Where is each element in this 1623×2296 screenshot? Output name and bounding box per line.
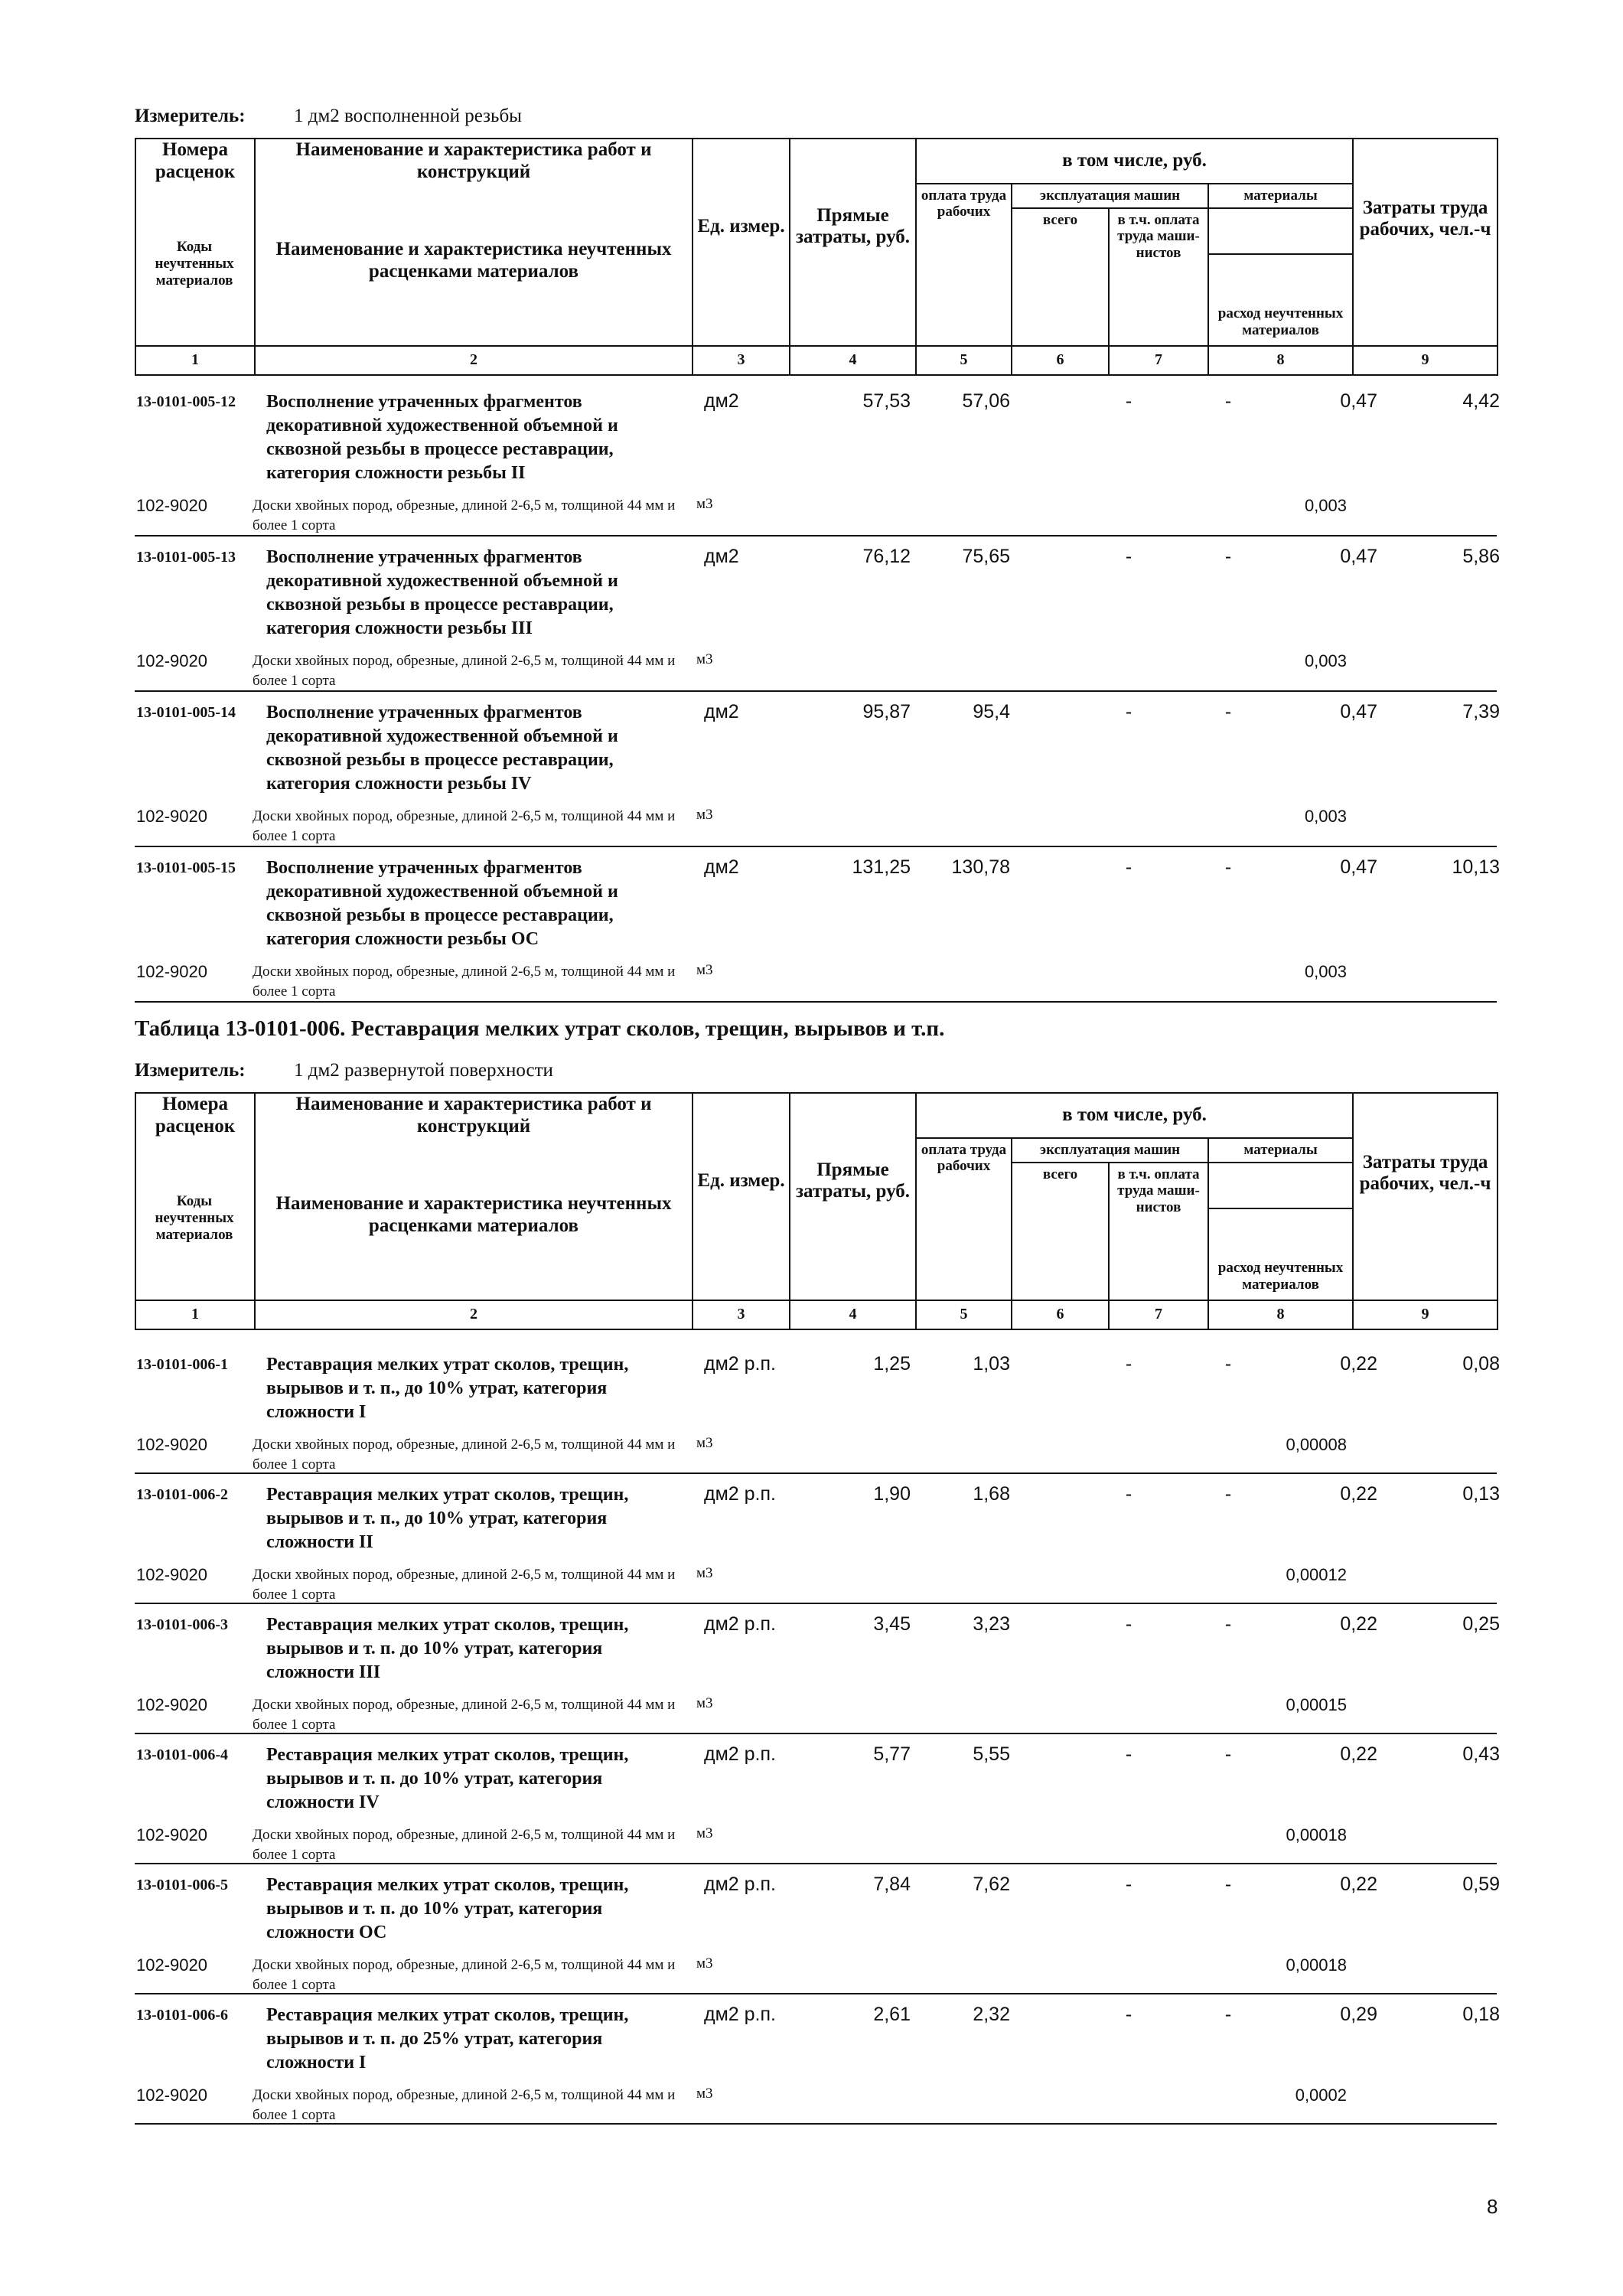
position-labor: 2,32 (973, 2004, 1010, 2025)
position-mach-labor: - (1224, 1483, 1232, 1505)
material-code: 102-9020 (136, 1565, 207, 1584)
position-mach: - (1125, 1353, 1133, 1375)
position-direct: 95,87 (862, 701, 911, 722)
position-direct: 1,90 (873, 1483, 911, 1505)
position-hours: 7,39 (1462, 701, 1500, 722)
position-mach-labor: - (1224, 1743, 1232, 1765)
col-pryamye: Прямые затраты, руб. (790, 1093, 916, 1300)
position-name: Реставрация мелких утрат сколов, трещин, вырывов и т. п. до 10% утрат, категория сложности IV (266, 1745, 629, 1812)
position-direct: 76,12 (862, 546, 911, 567)
material-code: 102-9020 (136, 496, 207, 515)
position-unit: дм2 (704, 856, 739, 878)
position-mat: 0,29 (1340, 2004, 1377, 2025)
position-name: Реставрация мелких утрат сколов, трещин, вырывов и т. п. до 10% утрат, категория сложности ОС (266, 1875, 629, 1942)
measure-label: Измеритель: (135, 106, 246, 126)
position-unit: дм2 р.п. (704, 1613, 776, 1635)
position-mat: 0,22 (1340, 1743, 1377, 1765)
position-hours: 0,13 (1462, 1483, 1500, 1505)
col-oplata: оплата труда рабочих (916, 1138, 1012, 1300)
position-labor: 130,78 (951, 856, 1010, 878)
col-num: 6 (1012, 346, 1109, 375)
col-vsego: всего (1012, 208, 1109, 346)
position-hours: 10,13 (1452, 856, 1500, 878)
material-code: 102-9020 (136, 807, 207, 826)
col-naim: Наименование и характеристика работ и конструкций (255, 1093, 693, 1138)
position-code: 13-0101-006-2 (136, 1486, 228, 1503)
position-unit: дм2 р.п. (704, 1874, 776, 1895)
col-num: 1 (135, 346, 255, 375)
page-number: 8 (1487, 2195, 1498, 2218)
position-direct: 131,25 (852, 856, 911, 878)
position-name: Восполнение утраченных фрагментов декоративной художественной объемной и сквозной резьбы в процессе реставрации, категория сложности резьбы III (266, 547, 618, 638)
position-mach-labor: - (1224, 701, 1232, 722)
position-code: 13-0101-005-13 (136, 549, 236, 566)
position-mach-labor: - (1224, 390, 1232, 412)
measure-line-2 (135, 1060, 553, 1081)
position-mat: 0,22 (1340, 1483, 1377, 1505)
col-zatraty: Затраты труда рабочих, чел.-ч (1353, 1093, 1498, 1300)
row-divider (135, 846, 1497, 847)
material-unit: м3 (696, 807, 713, 823)
position-mat: 0,47 (1340, 546, 1377, 567)
table-title: Таблица 13-0101-006. Реставрация мелких утрат сколов, трещин, вырывов и т.п. (135, 1016, 945, 1041)
col-num: 4 (790, 346, 916, 375)
position-code: 13-0101-005-12 (136, 393, 236, 410)
material-code: 102-9020 (136, 1955, 207, 1975)
material-name: Доски хвойных пород, обрезные, длиной 2-6,5 м, толщиной 44 мм и более 1 сорта (253, 1697, 676, 1733)
col-num: 5 (916, 346, 1012, 375)
position-mat: 0,22 (1340, 1874, 1377, 1895)
col-num: 1 (135, 1300, 255, 1329)
position-mach: - (1125, 2004, 1133, 2025)
position-direct: 7,84 (873, 1874, 911, 1895)
col-v-tom: в том числе, руб. (916, 1093, 1353, 1138)
col-ed: Ед. измер. (693, 1093, 790, 1300)
material-code: 102-9020 (136, 1435, 207, 1454)
position-mach-labor: - (1224, 1874, 1232, 1895)
material-name: Доски хвойных пород, обрезные, длиной 2-6,5 м, толщиной 44 мм и более 1 сорта (253, 1957, 676, 1993)
material-unit: м3 (696, 496, 713, 512)
col-num: 7 (1109, 1300, 1208, 1329)
position-code: 13-0101-006-4 (136, 1746, 228, 1763)
col-vsego: всего (1012, 1163, 1109, 1300)
row-divider (135, 1603, 1497, 1604)
position-unit: дм2 р.п. (704, 1483, 776, 1505)
col-num: 7 (1109, 346, 1208, 375)
measure-label: Измеритель: (135, 1060, 246, 1081)
position-name: Реставрация мелких утрат сколов, трещин, вырывов и т. п. до 25% утрат, категория сложности I (266, 2005, 629, 2073)
row-divider (135, 1473, 1497, 1474)
col-vtch: в т.ч. оплата труда маши- нистов (1109, 208, 1208, 346)
col-num: 9 (1353, 346, 1498, 375)
position-code: 13-0101-005-15 (136, 859, 236, 876)
position-name: Реставрация мелких утрат сколов, трещин, вырывов и т. п., до 10% утрат, категория сложности I (266, 1355, 629, 1422)
position-name: Реставрация мелких утрат сколов, трещин, вырывов и т. п., до 10% утрат, категория сложности II (266, 1485, 629, 1552)
col-num: 9 (1353, 1300, 1498, 1329)
material-name: Доски хвойных пород, обрезные, длиной 2-6,5 м, толщиной 44 мм и более 1 сорта (253, 1567, 676, 1603)
position-labor: 75,65 (962, 546, 1010, 567)
position-unit: дм2 р.п. (704, 1353, 776, 1375)
row-divider (135, 1993, 1497, 1994)
material-name: Доски хвойных пород, обрезные, длиной 2-6,5 м, толщиной 44 мм и более 1 сорта (253, 653, 676, 689)
position-mach: - (1125, 546, 1133, 567)
position-code: 13-0101-005-14 (136, 704, 236, 721)
col-rashod: расход неучтенных материалов (1208, 1208, 1353, 1300)
position-mach-labor: - (1224, 1613, 1232, 1635)
position-name: Реставрация мелких утрат сколов, трещин, вырывов и т. п. до 10% утрат, категория сложности III (266, 1615, 629, 1682)
position-mat: 0,47 (1340, 390, 1377, 412)
position-labor: 5,55 (973, 1743, 1010, 1765)
position-code: 13-0101-006-3 (136, 1616, 228, 1633)
material-unit: м3 (696, 1565, 713, 1581)
position-labor: 1,68 (973, 1483, 1010, 1505)
position-mach: - (1125, 856, 1133, 878)
material-name: Доски хвойных пород, обрезные, длиной 2-6,5 м, толщиной 44 мм и более 1 сорта (253, 1827, 676, 1863)
material-code: 102-9020 (136, 1825, 207, 1844)
col-eksp: эксплуатация машин (1012, 184, 1208, 208)
position-unit: дм2 р.п. (704, 2004, 776, 2025)
position-direct: 2,61 (873, 2004, 911, 2025)
material-unit: м3 (696, 1695, 713, 1711)
material-value: 0,00018 (1286, 1955, 1347, 1975)
material-unit: м3 (696, 1955, 713, 1971)
position-direct: 3,45 (873, 1613, 911, 1635)
row-divider (135, 690, 1497, 692)
col-naim-mat: Наименование и характеристика неучтенных расценками материалов (275, 1193, 672, 1236)
material-unit: м3 (696, 2086, 713, 2102)
material-value: 0,00018 (1286, 1825, 1347, 1844)
material-name: Доски хвойных пород, обрезные, длиной 2-6,5 м, толщиной 44 мм и более 1 сорта (253, 1437, 676, 1473)
position-labor: 1,03 (973, 1353, 1010, 1375)
col-ed: Ед. измер. (693, 139, 790, 346)
position-mat: 0,22 (1340, 1613, 1377, 1635)
position-mat: 0,47 (1340, 856, 1377, 878)
material-value: 0,003 (1304, 962, 1347, 981)
position-mat: 0,22 (1340, 1353, 1377, 1375)
col-kody: Коды неучтенных материалов (155, 239, 234, 289)
col-num: 6 (1012, 1300, 1109, 1329)
measure-value: 1 дм2 восполненной резьбы (294, 106, 522, 126)
position-name: Восполнение утраченных фрагментов декоративной художественной объемной и сквозной резьбы в процессе реставрации, категория сложности резьбы ОС (266, 858, 618, 949)
position-hours: 0,43 (1462, 1743, 1500, 1765)
col-v-tom: в том числе, руб. (916, 139, 1353, 184)
position-mach: - (1125, 1483, 1133, 1505)
material-code: 102-9020 (136, 651, 207, 670)
col-rashod: расход неучтенных материалов (1208, 254, 1353, 346)
position-code: 13-0101-006-1 (136, 1356, 228, 1373)
material-name: Доски хвойных пород, обрезные, длиной 2-6,5 м, толщиной 44 мм и более 1 сорта (253, 808, 676, 844)
row-divider (135, 2123, 1497, 2125)
position-hours: 4,42 (1462, 390, 1500, 412)
position-code: 13-0101-006-6 (136, 2007, 228, 2024)
position-code: 13-0101-006-5 (136, 1877, 228, 1893)
position-labor: 57,06 (962, 390, 1010, 412)
material-name: Доски хвойных пород, обрезные, длиной 2-6,5 м, толщиной 44 мм и более 1 сорта (253, 964, 676, 1000)
col-naim: Наименование и характеристика работ и конструкций (255, 139, 693, 184)
col-pryamye: Прямые затраты, руб. (790, 139, 916, 346)
position-mat: 0,47 (1340, 701, 1377, 722)
row-divider (135, 1733, 1497, 1734)
material-code: 102-9020 (136, 962, 207, 981)
position-hours: 5,86 (1462, 546, 1500, 567)
position-unit: дм2 (704, 390, 739, 412)
measure-line-1 (135, 106, 522, 127)
material-name: Доски хвойных пород, обрезные, длиной 2-6,5 м, толщиной 44 мм и более 1 сорта (253, 497, 676, 533)
material-code: 102-9020 (136, 1695, 207, 1714)
material-value: 0,003 (1304, 807, 1347, 826)
position-hours: 0,59 (1462, 1874, 1500, 1895)
col-num: 5 (916, 1300, 1012, 1329)
measure-value: 1 дм2 развернутой поверхности (294, 1060, 553, 1081)
col-num: 8 (1208, 1300, 1353, 1329)
position-hours: 0,08 (1462, 1353, 1500, 1375)
col-num: 8 (1208, 346, 1353, 375)
position-name: Восполнение утраченных фрагментов декоративной художественной объемной и сквозной резьбы в процессе реставрации, категория сложности резьбы IV (266, 703, 618, 794)
col-num: 2 (255, 1300, 693, 1329)
position-mach: - (1125, 1613, 1133, 1635)
material-value: 0,00012 (1286, 1565, 1347, 1584)
col-zatraty: Затраты труда рабочих, чел.-ч (1353, 139, 1498, 346)
material-name: Доски хвойных пород, обрезные, длиной 2-6,5 м, толщиной 44 мм и более 1 сорта (253, 2087, 676, 2123)
col-num: 2 (255, 346, 693, 375)
position-name: Восполнение утраченных фрагментов декоративной художественной объемной и сквозной резьбы в процессе реставрации, категория сложности резьбы II (266, 392, 618, 483)
position-mach-labor: - (1224, 2004, 1232, 2025)
position-direct: 57,53 (862, 390, 911, 412)
material-value: 0,00015 (1286, 1695, 1347, 1714)
row-divider (135, 1001, 1497, 1003)
material-code: 102-9020 (136, 2086, 207, 2105)
position-mach: - (1125, 1874, 1133, 1895)
col-naim-mat: Наименование и характеристика неучтенных расценками материалов (275, 239, 672, 282)
material-value: 0,0002 (1295, 2086, 1347, 2105)
position-mach: - (1125, 1743, 1133, 1765)
material-unit: м3 (696, 962, 713, 978)
col-materialy: материалы (1208, 1138, 1353, 1163)
position-direct: 5,77 (873, 1743, 911, 1765)
col-kody: Коды неучтенных материалов (155, 1193, 234, 1243)
position-labor: 3,23 (973, 1613, 1010, 1635)
material-value: 0,003 (1304, 496, 1347, 515)
col-materialy: материалы (1208, 184, 1353, 208)
material-unit: м3 (696, 1435, 713, 1451)
position-hours: 0,18 (1462, 2004, 1500, 2025)
position-unit: дм2 р.п. (704, 1743, 776, 1765)
col-nomera: Номера расценок (135, 1093, 255, 1138)
material-value: 0,003 (1304, 651, 1347, 670)
position-labor: 95,4 (973, 701, 1010, 722)
col-num: 3 (693, 346, 790, 375)
position-mach-labor: - (1224, 546, 1232, 567)
position-mach-labor: - (1224, 1353, 1232, 1375)
row-divider (135, 535, 1497, 536)
col-nomera: Номера расценок (135, 139, 255, 184)
position-unit: дм2 (704, 546, 739, 567)
material-unit: м3 (696, 1825, 713, 1841)
material-unit: м3 (696, 651, 713, 667)
col-vtch: в т.ч. оплата труда маши- нистов (1109, 1163, 1208, 1300)
position-mach: - (1125, 701, 1133, 722)
position-mach: - (1125, 390, 1133, 412)
row-divider (135, 1863, 1497, 1864)
position-labor: 7,62 (973, 1874, 1010, 1895)
col-eksp: эксплуатация машин (1012, 1138, 1208, 1163)
position-unit: дм2 (704, 701, 739, 722)
col-num: 4 (790, 1300, 916, 1329)
position-direct: 1,25 (873, 1353, 911, 1375)
col-oplata: оплата труда рабочих (916, 184, 1012, 346)
position-mach-labor: - (1224, 856, 1232, 878)
material-value: 0,00008 (1286, 1435, 1347, 1454)
col-num: 3 (693, 1300, 790, 1329)
position-hours: 0,25 (1462, 1613, 1500, 1635)
